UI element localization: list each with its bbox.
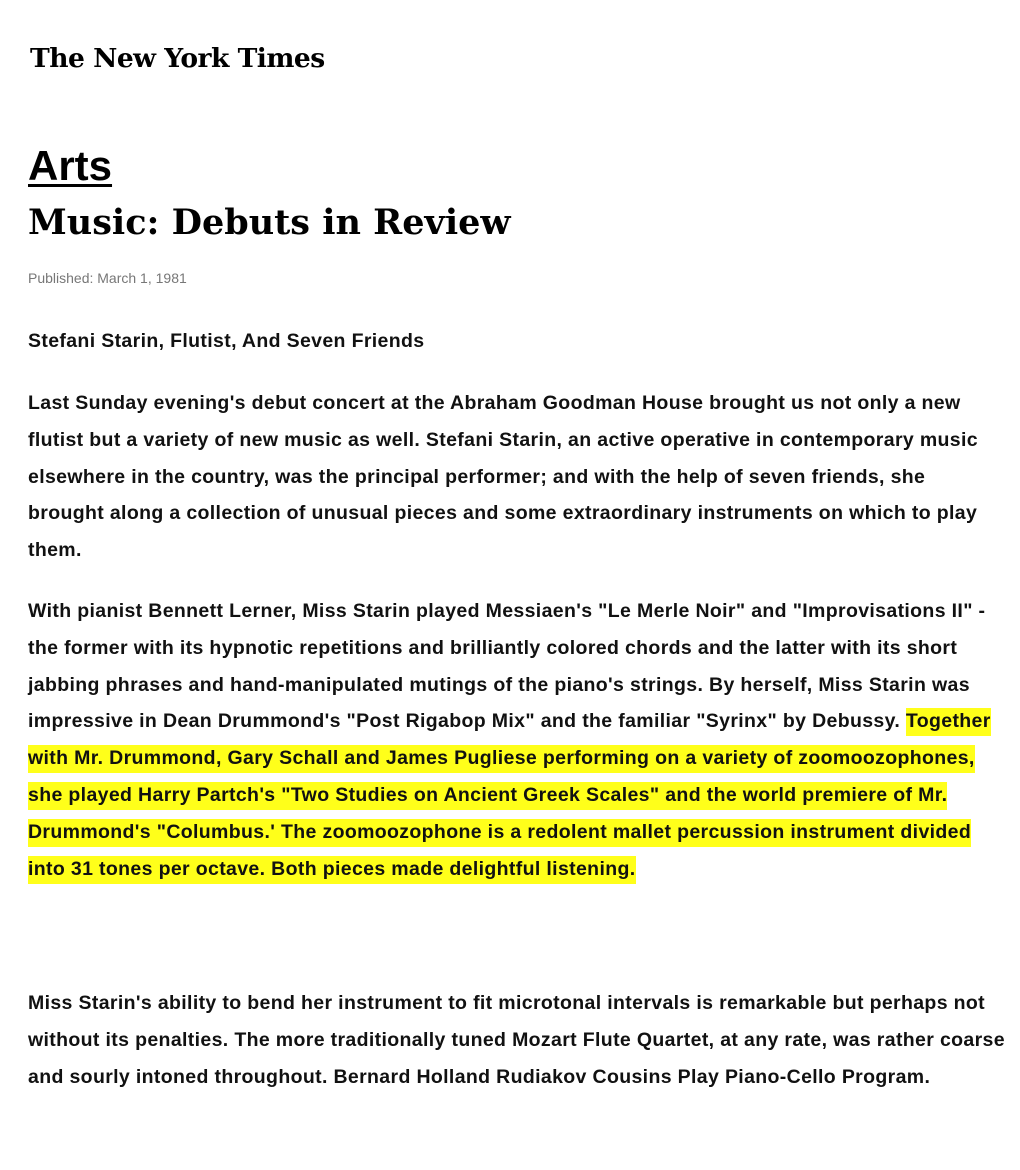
section-link-arts[interactable]: Arts (28, 142, 113, 189)
paragraph-2-text: With pianist Bennett Lerner, Miss Starin played Messiaen's "Le Merle Noir" and "Improvisations II" - the former with its hypnotic repetitions and brilliantly colored chords and the latter with its short jabbing phrases and hand-manipulated mutings of the piano's strings. By herself, Miss Starin was impressive in Dean Drummond's "Post Rigabop Mix" and the familiar "Syrinx" by Debussy. (28, 600, 986, 733)
paragraph-3: Miss Starin's ability to bend her instrument to fit microtonal intervals is remarkable but perhaps not without its penalties. The more traditionally tuned Mozart Flute Quartet, at any rate, was rather coarse and sourly intoned throughout. Bernard Holland Rudiakov Cousins Play Piano-Cello Program. (28, 992, 1005, 1088)
article-headline: Music: Debuts in Review (28, 202, 511, 243)
article-subhead: Stefani Starin, Flutist, And Seven Friends (28, 330, 425, 352)
highlighted-passage: Together with Mr. Drummond, Gary Schall and James Pugliese performing on a variety of zoomoozophones, she played Harry Partch's "Two Studies on Ancient Greek Scales" and the world premiere of Mr. Drummond's "Columbus.' The zoomoozophone is a redolent mallet percussion instrument divided into 31 tones per octave. Both pieces made delightful listening. (28, 708, 991, 883)
published-date: Published: March 1, 1981 (28, 270, 187, 286)
paragraph-2 (28, 593, 1006, 887)
nyt-logo[interactable]: The New York Times (30, 44, 325, 74)
paragraph-1: Last Sunday evening's debut concert at the Abraham Goodman House brought us not only a new flutist but a variety of new music as well. Stefani Starin, an active operative in contemporary music elsewhere in the country, was the principal performer; and with the help of seven friends, she brought along a collection of unusual pieces and some extraordinary instruments on which to play them. (28, 392, 978, 562)
